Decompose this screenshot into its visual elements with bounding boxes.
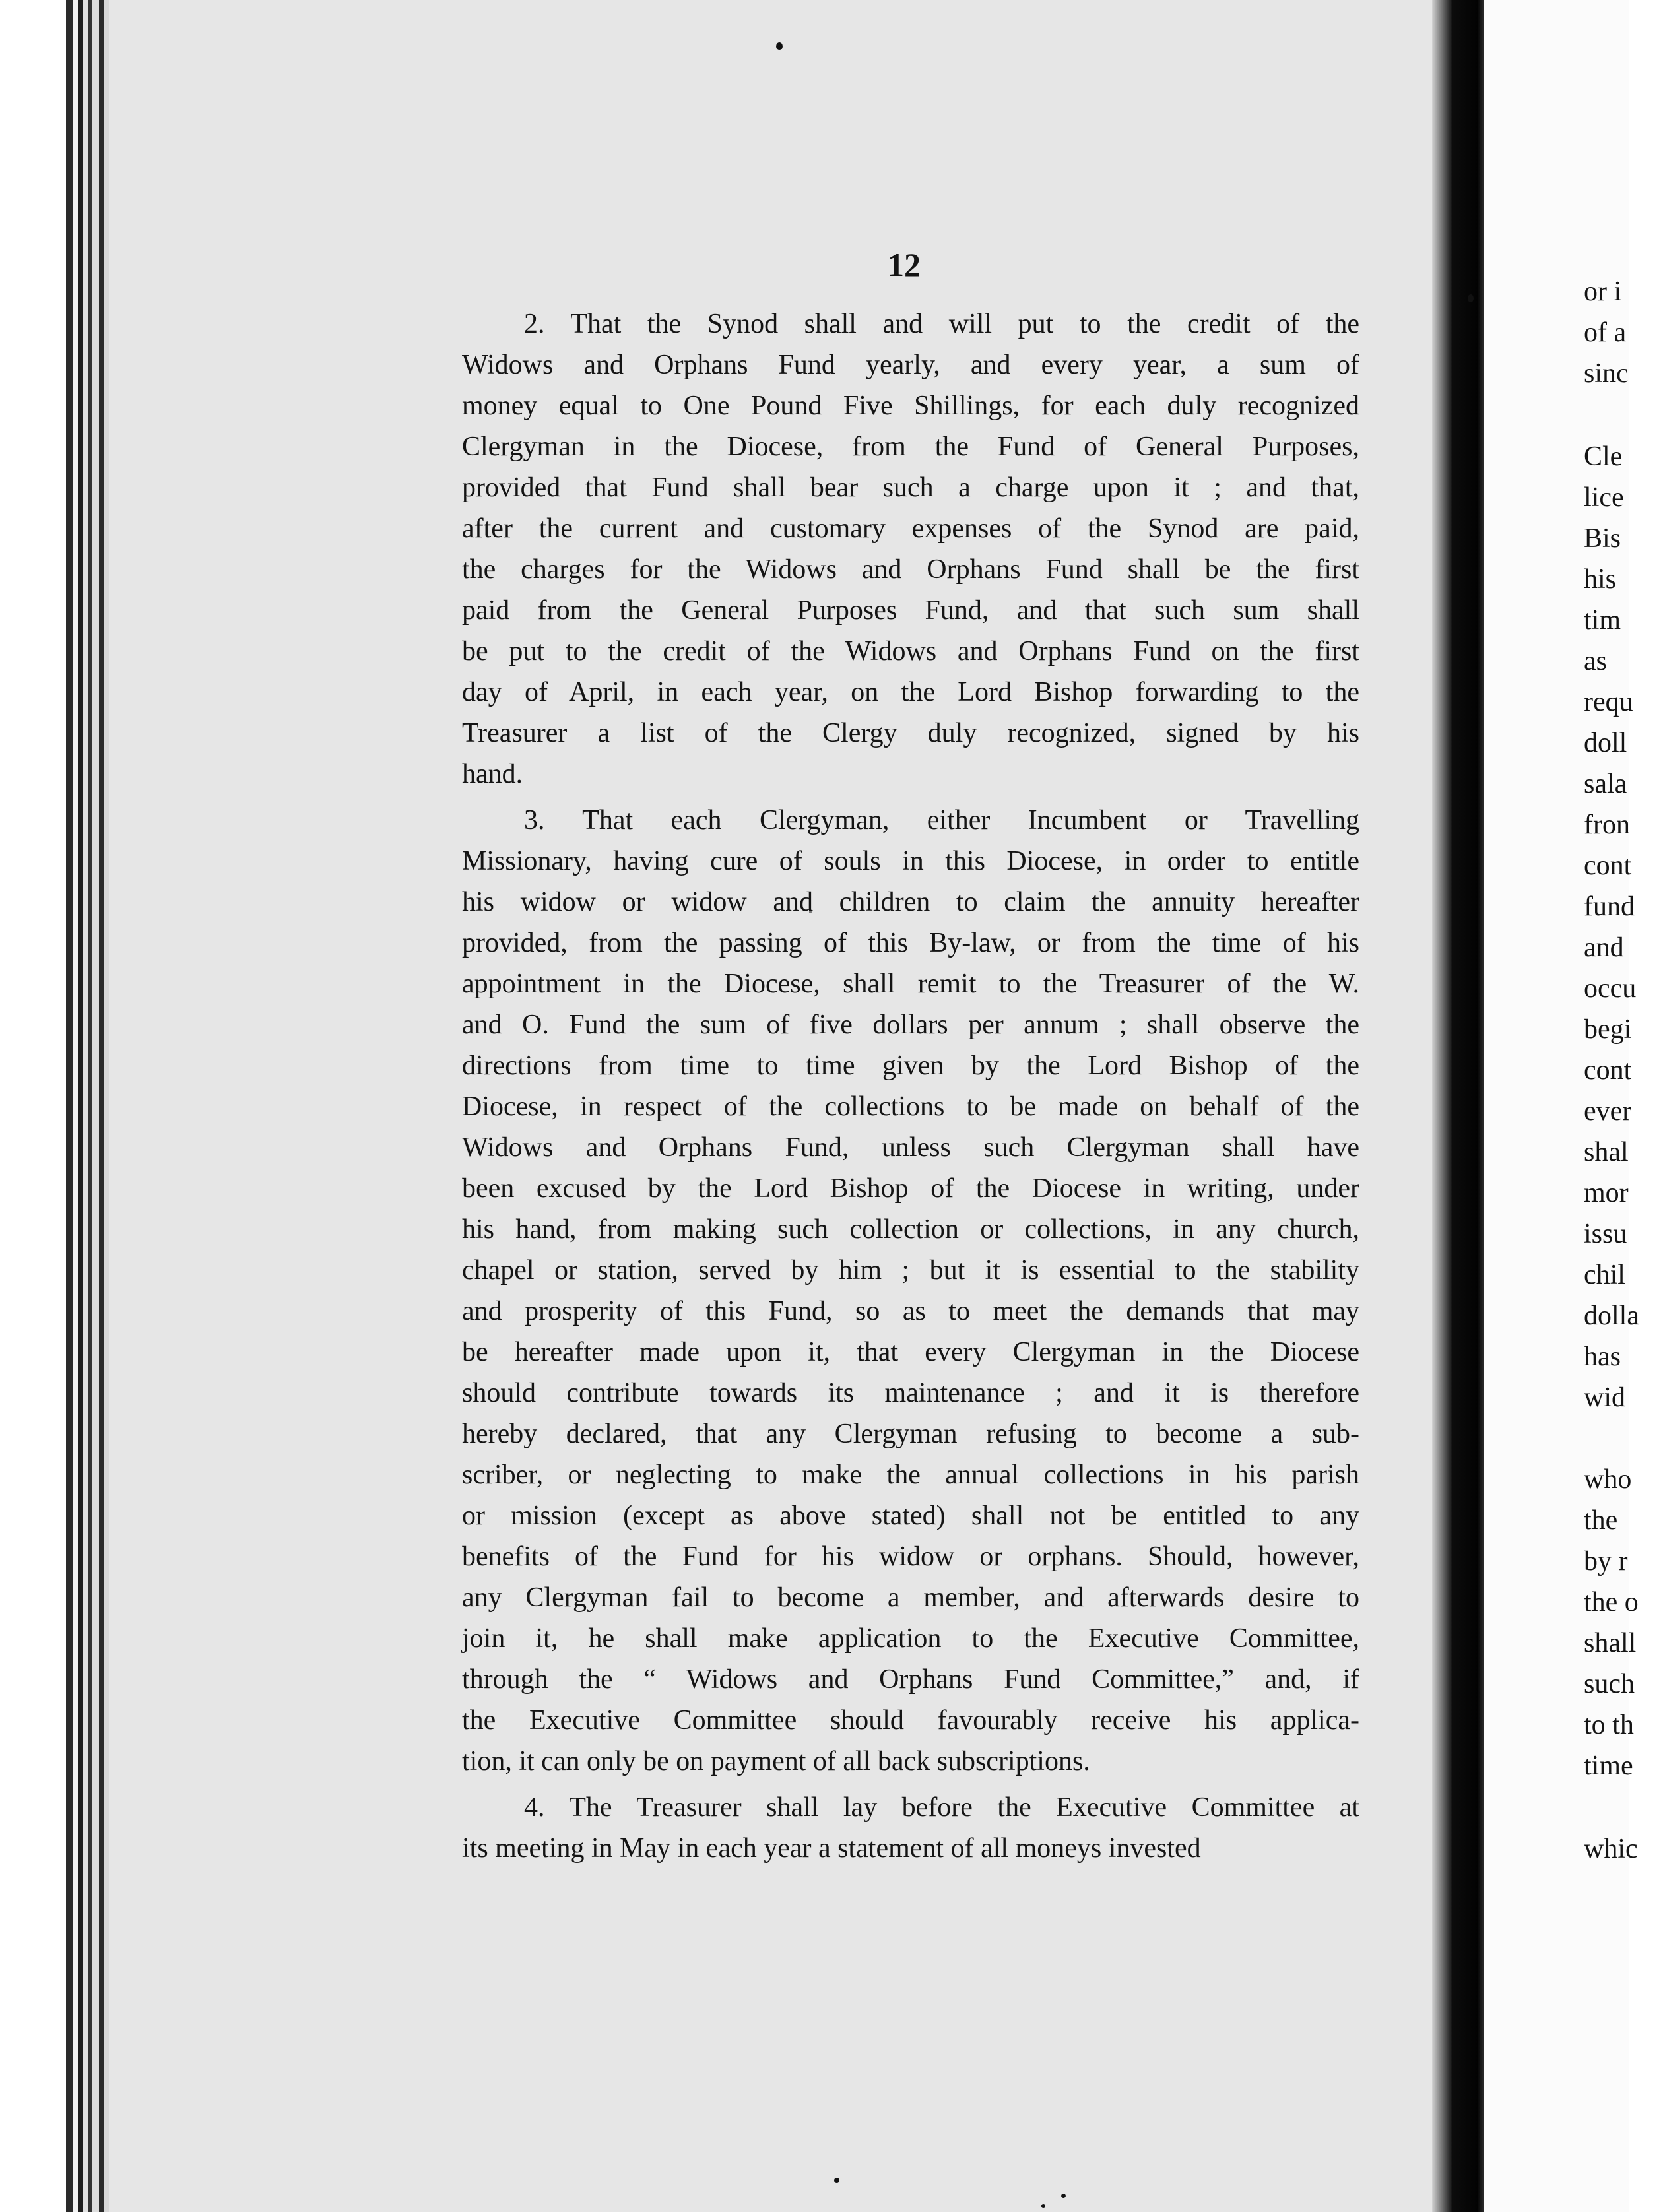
- text-line: be put to the credit of the Widows and Orphans Fund on the first: [462, 636, 1359, 667]
- text-line: join it, he shall make application to the Executive Committee,: [462, 1623, 1359, 1654]
- facing-text-fragment: fron: [1584, 810, 1630, 840]
- text-line: hand.: [462, 759, 523, 789]
- facing-text-fragment: cont: [1584, 851, 1632, 881]
- text-line: the Executive Committee should favourably receive his applica-: [462, 1705, 1359, 1736]
- facing-text-fragment: sinc: [1584, 358, 1629, 389]
- text-line: after the current and customary expenses of the Synod are paid,: [462, 513, 1359, 544]
- facing-text-fragment: who: [1584, 1464, 1632, 1495]
- facing-text-fragment: as: [1584, 646, 1607, 676]
- facing-text-fragment: his: [1584, 564, 1617, 595]
- facing-text-fragment: to th: [1584, 1710, 1634, 1740]
- facing-text-fragment: wid: [1584, 1382, 1625, 1413]
- text-line: directions from time to time given by the Lord Bishop of the: [462, 1051, 1359, 1081]
- body-text: [462, 304, 1359, 1869]
- text-line: been excused by the Lord Bishop of the Diocese in writing, under: [462, 1173, 1359, 1204]
- text-line: his hand, from making such collection or collections, in any church,: [462, 1214, 1359, 1245]
- book-binding-edge: [0, 0, 109, 2212]
- text-line: provided, from the passing of this By-law, or from the time of his: [462, 928, 1359, 958]
- page-number: 12: [888, 246, 921, 283]
- text-line: Widows and Orphans Fund yearly, and every year, a sum of: [462, 350, 1359, 380]
- text-line: and prosperity of this Fund, so as to meet the demands that may: [462, 1296, 1359, 1326]
- facing-text-fragment: ever: [1584, 1096, 1632, 1126]
- text-line: Treasurer a list of the Clergy duly recognized, signed by his: [462, 718, 1359, 748]
- ink-speck: [1468, 294, 1474, 302]
- text-line: be hereafter made upon it, that every Clergyman in the Diocese: [462, 1337, 1359, 1367]
- text-line: Widows and Orphans Fund, unless such Clergyman shall have: [462, 1132, 1359, 1163]
- text-line: any Clergyman fail to become a member, and afterwards desire to: [462, 1582, 1359, 1613]
- paragraph-3: [462, 800, 1359, 1782]
- ink-speck: [776, 42, 783, 50]
- facing-text-fragment: such: [1584, 1669, 1635, 1699]
- text-line: his widow or widow and children to claim the annuity hereafter: [462, 887, 1359, 917]
- text-line: 3. That each Clergyman, either Incumbent or Travelling: [524, 805, 1359, 835]
- facing-text-fragment: dolla: [1584, 1301, 1639, 1331]
- facing-text-fragment: shall: [1584, 1628, 1637, 1658]
- text-line: appointment in the Diocese, shall remit to the Treasurer of the W.: [462, 969, 1359, 999]
- paragraph-4: [462, 1787, 1359, 1869]
- ink-speck: [1041, 2204, 1045, 2208]
- text-line: benefits of the Fund for his widow or orphans. Should, however,: [462, 1542, 1359, 1572]
- facing-text-fragment: Bis: [1584, 523, 1621, 554]
- ink-speck: [1061, 2194, 1066, 2198]
- facing-text-fragment: occu: [1584, 973, 1637, 1004]
- text-line: Clergyman in the Diocese, from the Fund of General Purposes,: [462, 432, 1359, 462]
- text-line: hereby declared, that any Clergyman refusing to become a sub-: [462, 1419, 1359, 1449]
- text-line: 2. That the Synod shall and will put to the credit of the: [524, 309, 1359, 339]
- paragraph-2: [462, 304, 1359, 795]
- facing-text-fragment: requ: [1584, 687, 1633, 717]
- text-line: chapel or station, served by him ; but it is essential to the stability: [462, 1255, 1359, 1285]
- facing-text-fragment: the: [1584, 1505, 1618, 1536]
- facing-text-fragment: of a: [1584, 317, 1627, 348]
- page-gutter-shadow: [1432, 0, 1484, 2212]
- facing-text-fragment: and: [1584, 932, 1624, 963]
- facing-text-fragment: shal: [1584, 1137, 1629, 1167]
- ink-speck: [834, 2178, 839, 2183]
- facing-text-fragment: sala: [1584, 769, 1627, 799]
- text-line: should contribute towards its maintenance ; and it is therefore: [462, 1378, 1359, 1408]
- text-line: or mission (except as above stated) shall not be entitled to any: [462, 1501, 1359, 1531]
- text-line: and O. Fund the sum of five dollars per annum ; shall observe the: [462, 1010, 1359, 1040]
- text-line: paid from the General Purposes Fund, and that such sum shall: [462, 595, 1359, 626]
- facing-text-fragment: fund: [1584, 892, 1635, 922]
- facing-text-fragment: cont: [1584, 1055, 1632, 1086]
- text-line: 4. The Treasurer shall lay before the Executive Committee at: [524, 1792, 1359, 1823]
- facing-text-fragment: lice: [1584, 482, 1624, 513]
- facing-text-fragment: tim: [1584, 605, 1621, 635]
- facing-text-fragment: Cle: [1584, 441, 1623, 472]
- text-line: scriber, or neglecting to make the annual collections in his parish: [462, 1460, 1359, 1490]
- facing-text-fragment: mor: [1584, 1178, 1629, 1208]
- facing-text-fragment: issu: [1584, 1219, 1627, 1249]
- text-line: Missionary, having cure of souls in this Diocese, in order to entitle: [462, 846, 1359, 876]
- facing-text-fragment: doll: [1584, 728, 1627, 758]
- facing-text-fragment: has: [1584, 1342, 1621, 1372]
- text-line: tion, it can only be on payment of all back subscriptions.: [462, 1746, 1090, 1776]
- facing-text-fragment: whic: [1584, 1834, 1638, 1864]
- facing-text-fragment: the o: [1584, 1587, 1639, 1617]
- text-line: through the “ Widows and Orphans Fund Committee,” and, if: [462, 1664, 1359, 1695]
- facing-text-fragment: by r: [1584, 1546, 1628, 1577]
- facing-text-fragment: chil: [1584, 1260, 1625, 1290]
- facing-text-fragment: or i: [1584, 276, 1622, 307]
- text-line: its meeting in May in each year a statement of all moneys invested: [462, 1833, 1201, 1864]
- text-line: the charges for the Widows and Orphans Fund shall be the first: [462, 554, 1359, 585]
- facing-text-fragment: time: [1584, 1751, 1633, 1781]
- text-line: money equal to One Pound Five Shillings, for each duly recognized: [462, 391, 1359, 421]
- text-line: day of April, in each year, on the Lord Bishop forwarding to the: [462, 677, 1359, 707]
- text-line: Diocese, in respect of the collections to be made on behalf of the: [462, 1091, 1359, 1122]
- text-line: provided that Fund shall bear such a charge upon it ; and that,: [462, 472, 1359, 503]
- facing-text-fragment: begi: [1584, 1014, 1632, 1045]
